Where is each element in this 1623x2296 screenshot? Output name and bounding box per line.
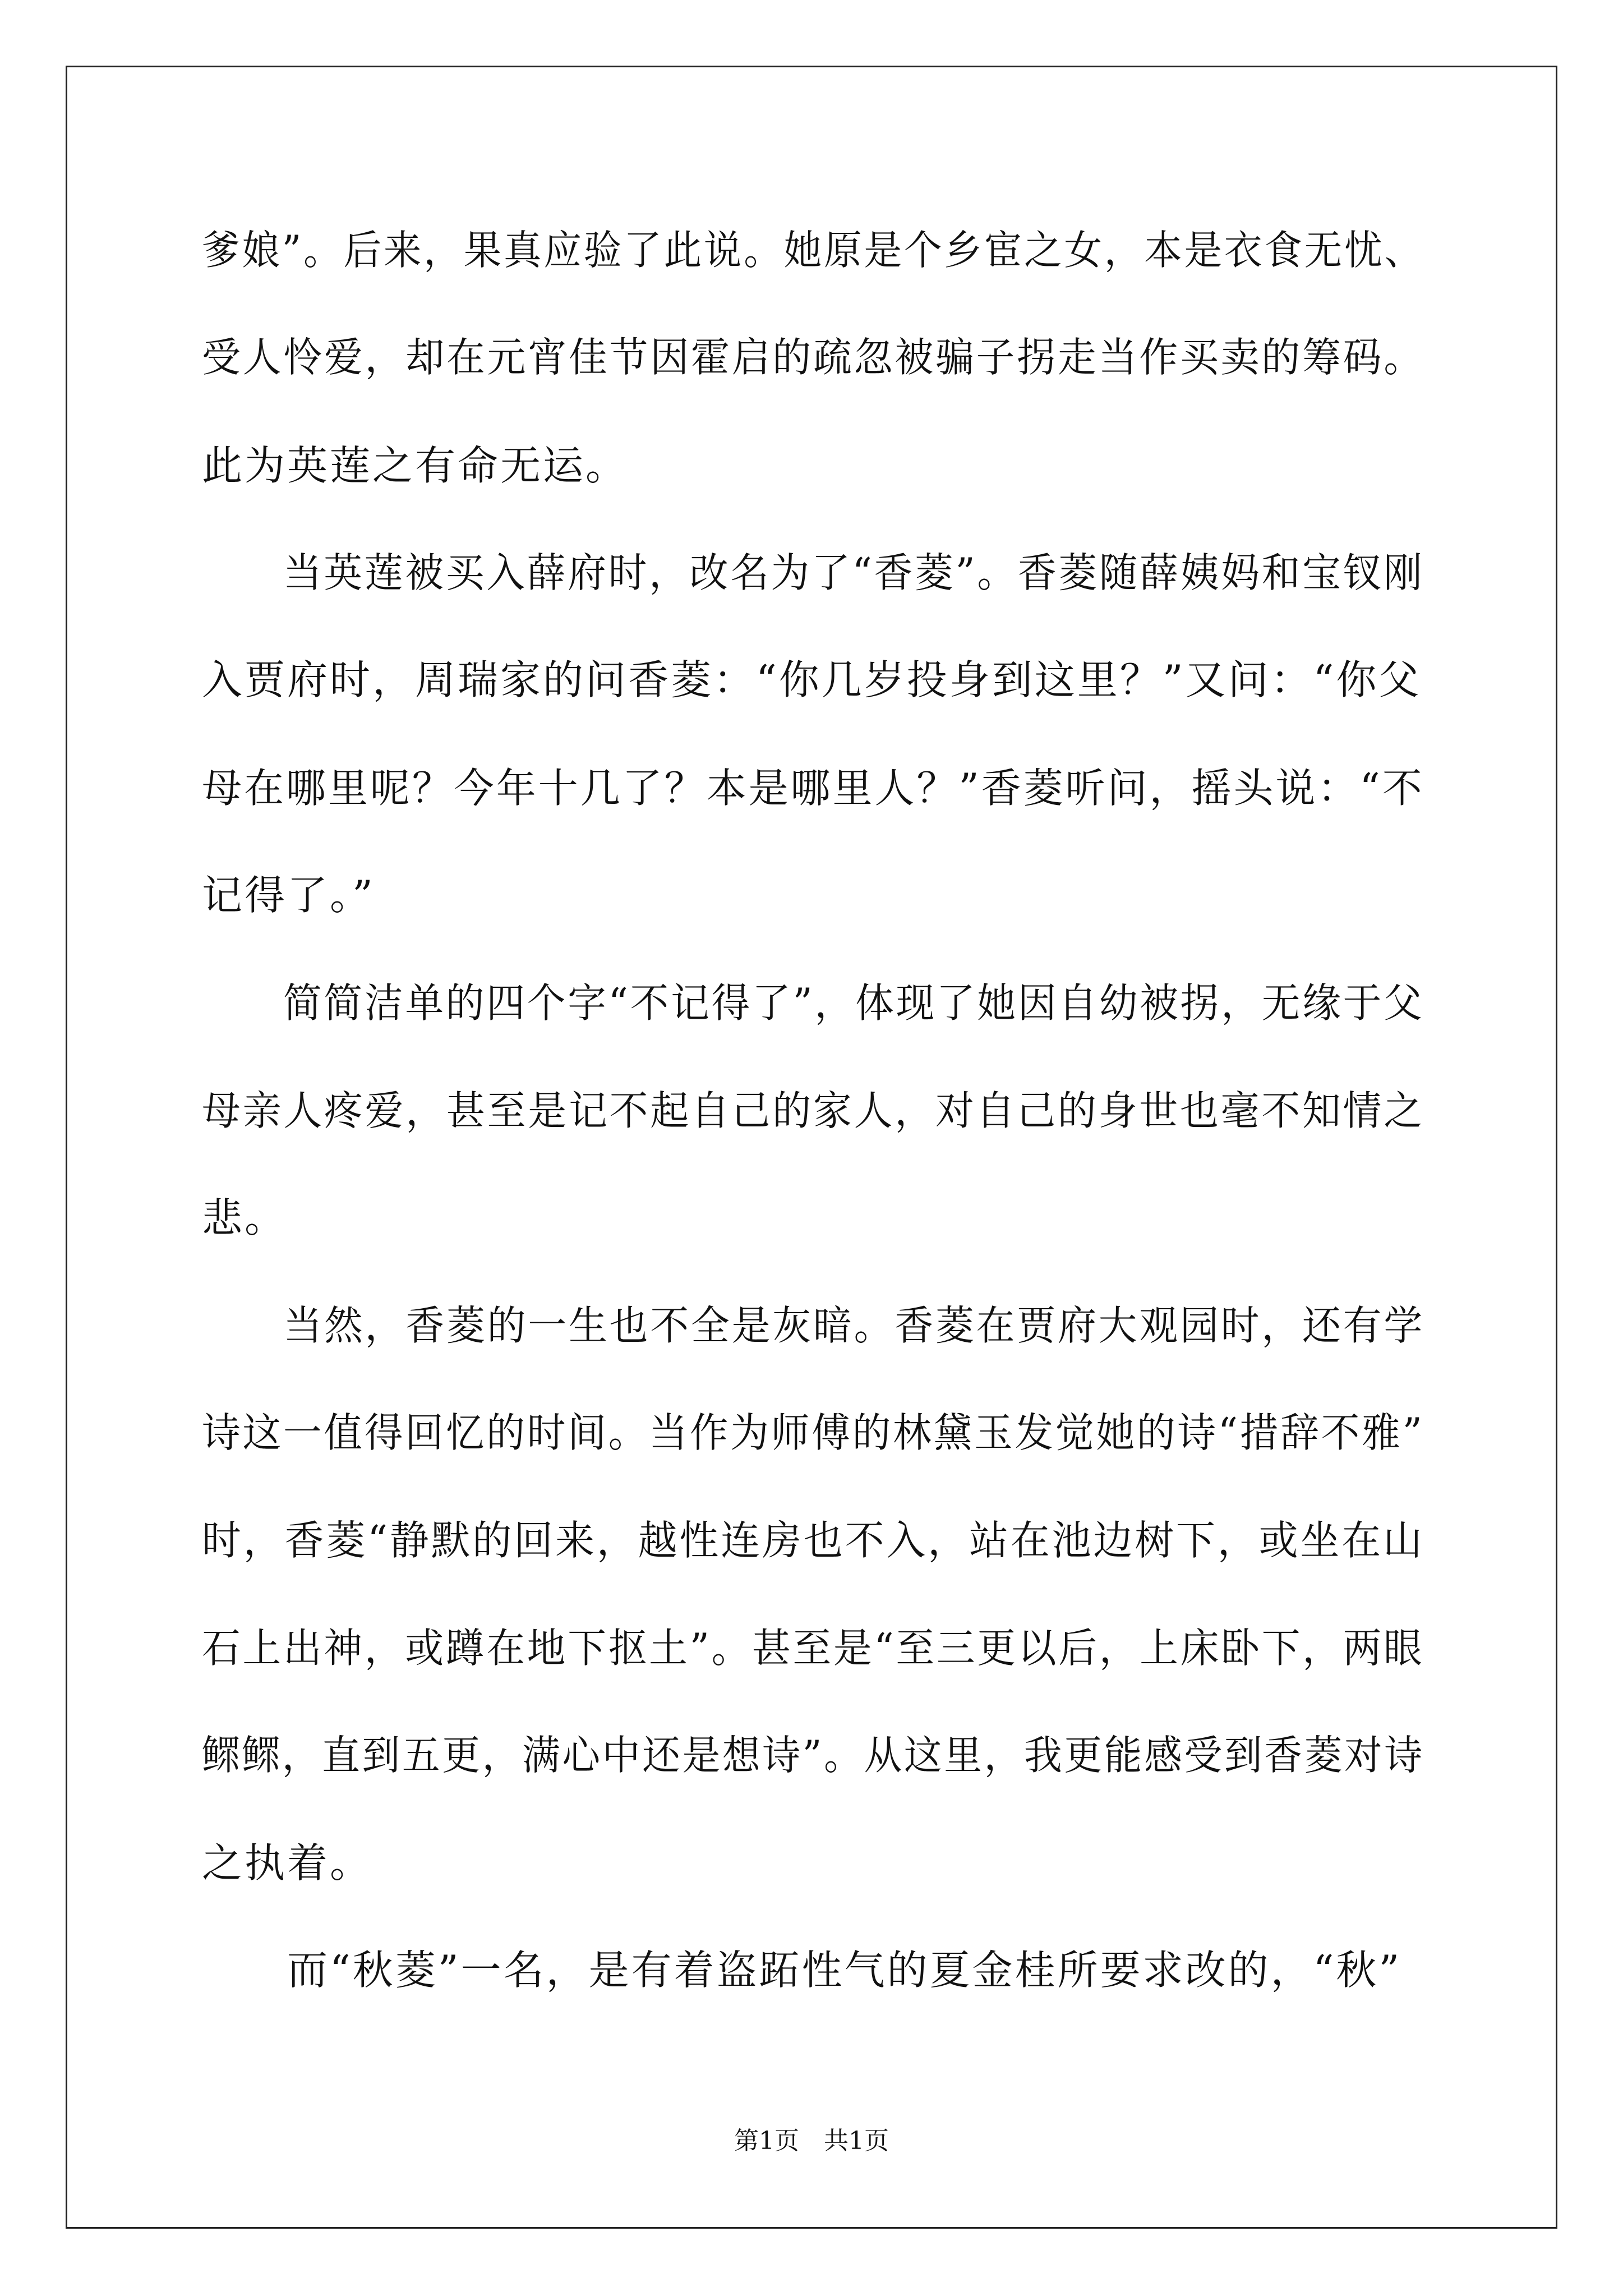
text-line-14: 石上出神，或蹲在地下抠土”。甚至是“至三更以后，上床卧下，两眼 — [202, 1625, 1424, 1672]
page-border — [66, 66, 1557, 2229]
text-line-8: 简简洁单的四个字“不记得了”，体现了她因自幼被拐，无缘于父 — [202, 979, 1424, 1027]
text-line-11: 当然，香菱的一生也不全是灰暗。香菱在贾府大观园时，还有学 — [202, 1302, 1425, 1349]
text-line-6: 母在哪里呢？今年十几了？本是哪里人？”香菱听问，摇头说：“不 — [202, 765, 1424, 812]
text-line-13: 时，香菱“静默的回来，越性连房也不入，站在池边树下，或坐在山 — [202, 1517, 1424, 1564]
text-line-2: 受人怜爱，却在元宵佳节因霍启的疏忽被骗子拐走当作买卖的筹码。 — [202, 334, 1425, 381]
text-line-15: 鳏鳏，直到五更，满心中还是想诗”。从这里，我更能感受到香菱对诗 — [202, 1732, 1424, 1779]
text-line-10: 悲。 — [202, 1194, 288, 1241]
text-line-12: 诗这一值得回忆的时间。当作为师傅的林黛玉发觉她的诗“措辞不雅” — [202, 1409, 1424, 1456]
text-line-9: 母亲人疼爱，甚至是记不起自己的家人，对自己的身世也毫不知情之 — [202, 1087, 1425, 1134]
text-line-7: 记得了。” — [202, 872, 375, 919]
text-line-16: 之执着。 — [202, 1839, 373, 1887]
text-line-4: 当英莲被买入薛府时，改名为了“香菱”。香菱随薛姨妈和宝钗刚 — [202, 549, 1424, 596]
text-line-3: 此为英莲之有命无运。 — [202, 442, 629, 489]
text-line-17: 而“秋菱”一名，是有着盗跖性气的夏金桂所要求改的，“秋” — [202, 1947, 1402, 1994]
text-line-1: 爹娘”。后来，果真应验了此说。她原是个乡宦之女，本是衣食无忧、 — [202, 227, 1424, 274]
page-footer: 第1页 共1页 — [734, 2127, 889, 2155]
text-line-5: 入贾府时，周瑞家的问香菱：“你几岁投身到这里？”又问：“你父 — [202, 656, 1422, 703]
